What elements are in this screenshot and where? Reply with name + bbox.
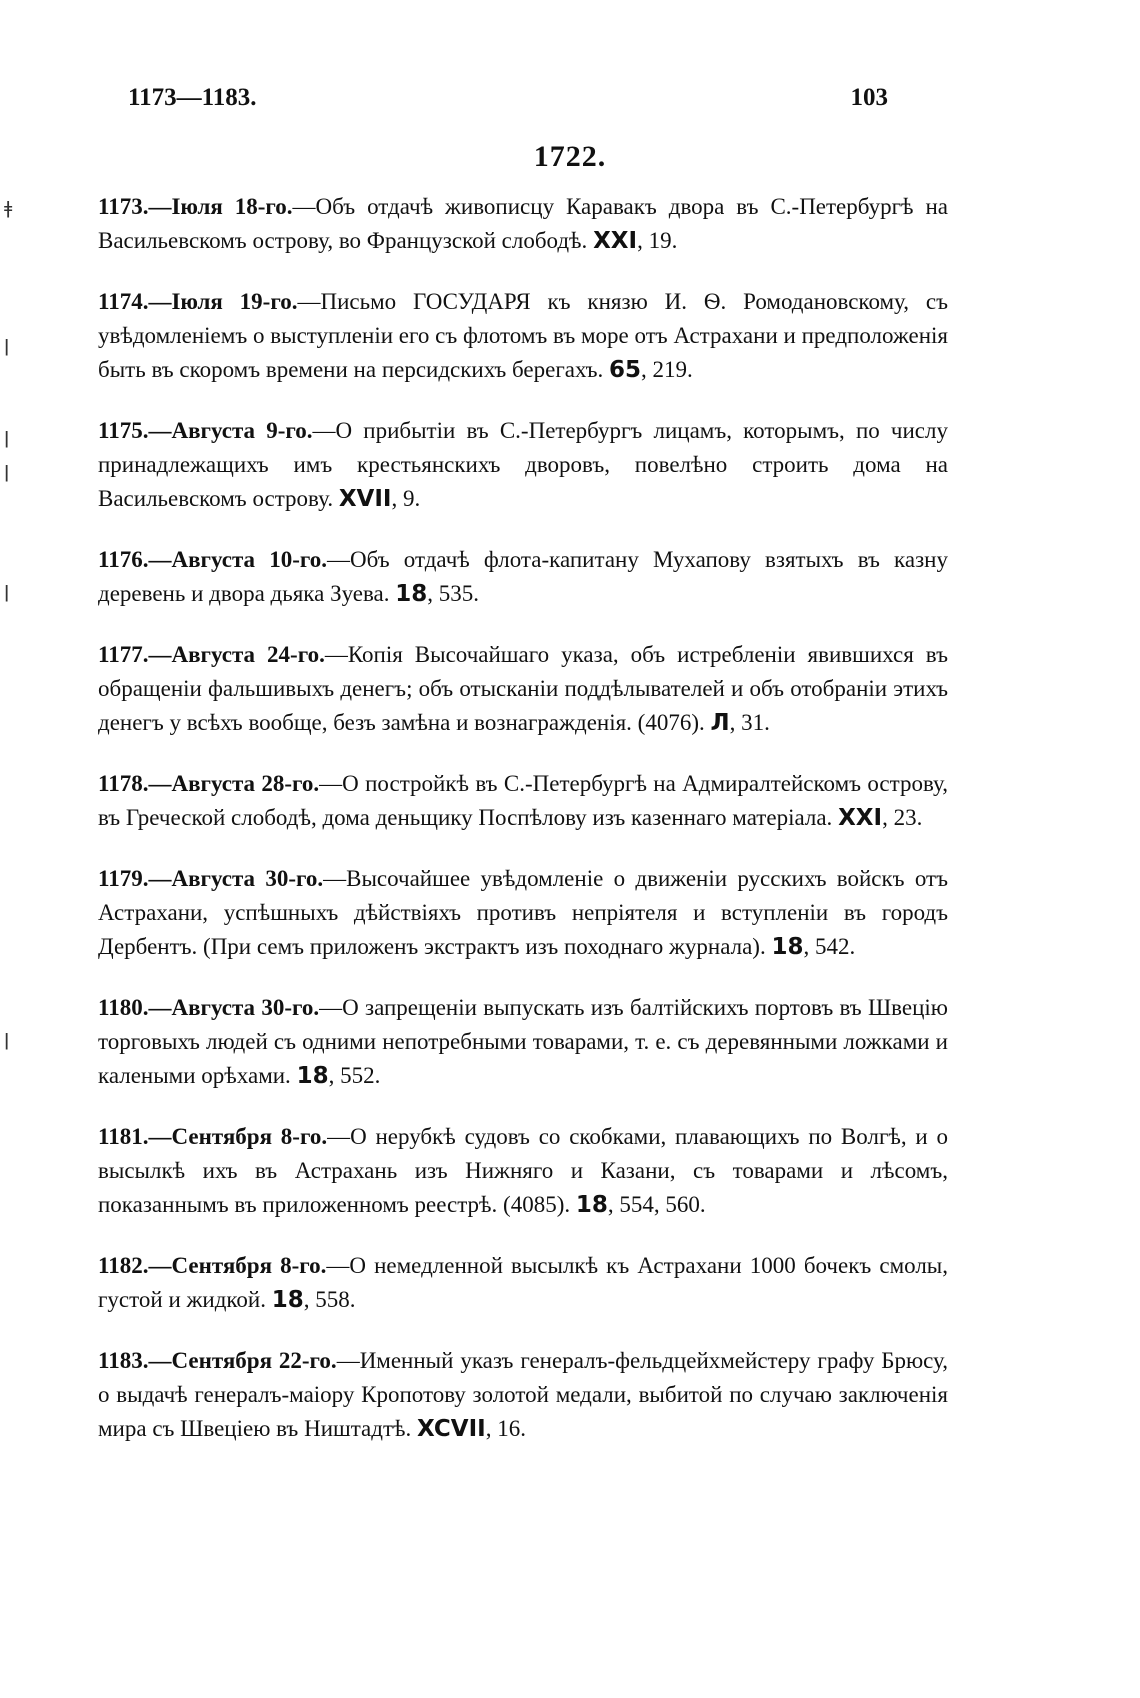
entry-1183: 1183.—Сентября 22-го.—Именный указъ генералъ-фельдцейхмейстеру графу Брюсу, о выдачѣ генералъ-маіору Кропотову золотой медали, выбитой по случаю заключенія мира съ Швеціею въ Ништадтѣ. XCVII, 16. [98, 1348, 948, 1442]
page-header [128, 84, 888, 112]
margin-mark: ǀ [4, 462, 10, 483]
left-margin-marks [0, 0, 20, 1698]
entry-1173: 1173.—Іюля 18-го.—Объ отдачѣ живописцу Каравакъ двора въ С.-Петербургѣ на Васильевскомъ острову, во Французской слободѣ. XXI, 19. [98, 194, 948, 254]
entry-1182: 1182.—Сентября 8-го.—О немедленной высылкѣ къ Астрахани 1000 бочекъ смолы, густой и жидкой. 18, 558. [98, 1253, 949, 1313]
entry-range: 1173—1183. [128, 84, 257, 111]
entry-1177: 1177.—Августа 24-го.—Копія Высочайшаго указа, объ истребленіи явившихся въ обращеніи фальшивыхъ денегъ; объ отысканіи поддѣлывателей и объ отобраніи этихъ денегъ у всѣхъ вообще, безъ замѣна и вознагражденія. (4076). Л, 31. [98, 642, 948, 736]
margin-mark: ǀ [4, 428, 10, 449]
entry-1175: 1175.—Августа 9-го.—О прибытіи въ С.-Петербургъ лицамъ, которымъ, по числу принадлежащихъ имъ крестьянскихъ дворовъ, повелѣно строить дома на Васильевскомъ острову. XVII, 9. [98, 418, 948, 512]
entry-1179: 1179.—Августа 30-го.—Высочайшее увѣдомленіе о движеніи русскихъ войскъ отъ Астрахани, успѣшныхъ дѣйствіяхъ противъ непріятеля и вступленіи въ городъ Дербентъ. (При семъ приложенъ экстрактъ изъ походнаго журнала). 18, 542. [98, 866, 948, 960]
entries-list [98, 190, 948, 1473]
entry-1178: 1178.—Августа 28-го.—О постройкѣ въ С.-Петербургѣ на Адмиралтейскомъ острову, въ Греческой слободѣ, дома деньщику Поспѣлову изъ казеннаго матеріала. XXI, 23. [98, 771, 948, 831]
margin-mark: ǀ [4, 1030, 10, 1051]
margin-mark: ǂ [4, 198, 13, 219]
entry-1174: 1174.—Іюля 19-го.—Письмо ГОСУДАРЯ къ князю И. Ѳ. Ромодановскому, съ увѣдомленіемъ о выступленіи его съ флотомъ въ море отъ Астрахани и предположенія быть въ скоромъ времени на персидскихъ берегахъ. 65, 219. [98, 289, 948, 383]
entry-1176: 1176.—Августа 10-го.—Объ отдачѣ флота-капитану Мухапову взятыхъ въ казну деревень и двора дьяка Зуева. 18, 535. [98, 547, 948, 607]
entry-1181: 1181.—Сентября 8-го.—О нерубкѣ судовъ со скобками, плавающихъ по Волгѣ, и о высылкѣ ихъ въ Астрахань изъ Нижняго и Казани, съ товарами и лѣсомъ, показаннымъ въ приложенномъ реестрѣ. (4085). 18, 554, 560. [98, 1124, 949, 1218]
page-number: 103 [850, 84, 888, 111]
year-heading: 1722. [533, 140, 607, 173]
entry-1180: 1180.—Августа 30-го.—О запрещеніи выпускать изъ балтійскихъ портовъ въ Швецію торговыхъ людей съ одними непотребными товарами, т. е. съ деревянными ложками и калеными орѣхами. 18, 552. [98, 995, 948, 1089]
margin-mark: ǀ [4, 582, 10, 603]
margin-mark: ǀ [4, 336, 10, 357]
